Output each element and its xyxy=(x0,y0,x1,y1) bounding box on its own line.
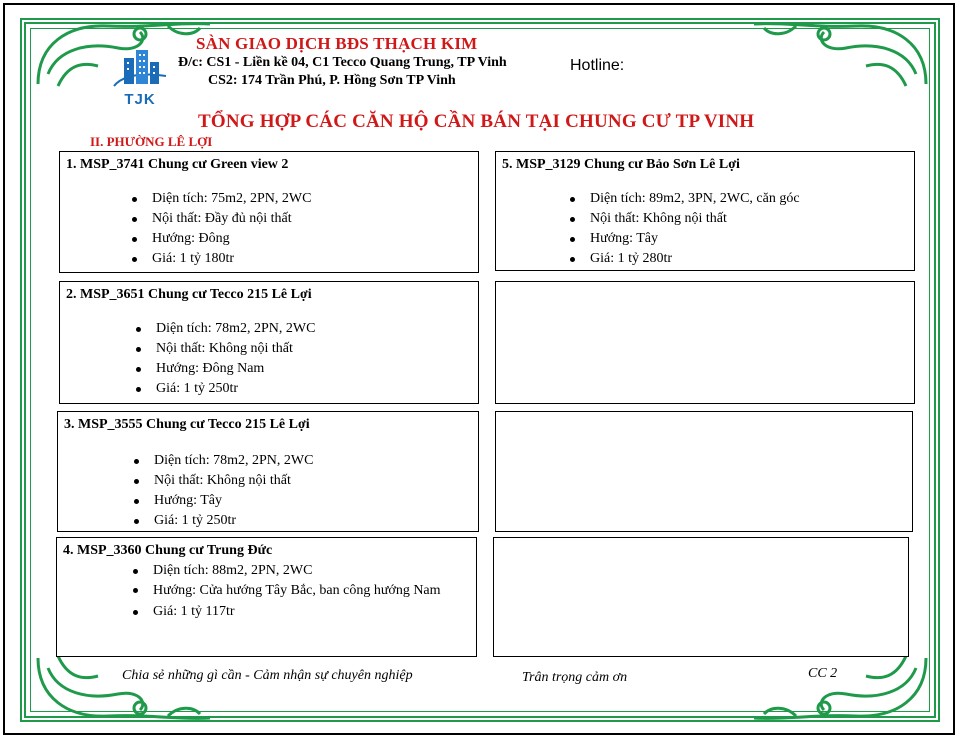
footer-slogan: Chia sẻ những gì cần - Cảm nhận sự chuyên nghiệp xyxy=(122,668,413,683)
listing-details xyxy=(130,189,470,269)
listing-card-3 xyxy=(57,411,479,532)
detail-item: Diện tích: 75m2, 2PN, 2WC xyxy=(130,189,470,209)
detail-item: Hướng: Cửa hướng Tây Bắc, ban công hướng Nam xyxy=(131,581,451,602)
listing-title: 5. MSP_3129 Chung cư Bảo Sơn Lê Lợi xyxy=(502,157,740,172)
page-code: CC 2 xyxy=(808,666,838,681)
detail-item: Giá: 1 tỷ 280tr xyxy=(568,249,908,269)
page-title: TỔNG HỢP CÁC CĂN HỘ CẦN BÁN TẠI CHUNG CƯ TP VINH xyxy=(198,111,755,132)
listing-details xyxy=(568,189,908,269)
section-title: II. PHƯỜNG LÊ LỢI xyxy=(90,134,213,149)
detail-item: Hướng: Tây xyxy=(568,229,908,249)
listing-card-1 xyxy=(59,151,479,273)
company-logo xyxy=(110,46,170,106)
detail-item: Hướng: Tây xyxy=(132,491,472,511)
listing-title: 4. MSP_3360 Chung cư Trung Đức xyxy=(63,543,273,558)
listing-card-4 xyxy=(56,537,477,657)
detail-item: Giá: 1 tỷ 250tr xyxy=(132,511,472,531)
listing-title: 1. MSP_3741 Chung cư Green view 2 xyxy=(66,157,289,172)
footer-thanks: Trân trọng cảm ơn xyxy=(522,670,628,685)
detail-item: Nội thất: Đầy đủ nội thất xyxy=(130,209,470,229)
corner-ornament xyxy=(746,648,936,728)
detail-item: Diện tích: 89m2, 3PN, 2WC, căn góc xyxy=(568,189,908,209)
detail-item: Giá: 1 tỷ 250tr xyxy=(134,379,474,399)
listing-details xyxy=(131,561,451,622)
listing-card-2 xyxy=(59,281,479,404)
company-name: SÀN GIAO DỊCH BĐS THẠCH KIM xyxy=(196,34,478,53)
listing-details xyxy=(134,319,474,399)
detail-item: Giá: 1 tỷ 180tr xyxy=(130,249,470,269)
listing-title: 2. MSP_3651 Chung cư Tecco 215 Lê Lợi xyxy=(66,287,312,302)
detail-item: Diện tích: 78m2, 2PN, 2WC xyxy=(132,451,472,471)
detail-item: Nội thất: Không nội thất xyxy=(134,339,474,359)
empty-card xyxy=(495,411,913,532)
corner-ornament xyxy=(28,648,218,728)
logo-text: TJK xyxy=(124,91,156,108)
address-line-2: CS2: 174 Trần Phú, P. Hồng Sơn TP Vinh xyxy=(208,73,456,88)
listing-card-5 xyxy=(495,151,915,271)
empty-card xyxy=(495,281,915,404)
detail-item: Nội thất: Không nội thất xyxy=(132,471,472,491)
detail-item: Diện tích: 78m2, 2PN, 2WC xyxy=(134,319,474,339)
detail-item: Hướng: Đông Nam xyxy=(134,359,474,379)
detail-item: Diện tích: 88m2, 2PN, 2WC xyxy=(131,561,451,581)
detail-item: Hướng: Đông xyxy=(130,229,470,249)
empty-card xyxy=(493,537,909,657)
detail-item: Nội thất: Không nội thất xyxy=(568,209,908,229)
hotline-label: Hotline: xyxy=(570,57,625,74)
address-line-1: Đ/c: CS1 - Liền kề 04, C1 Tecco Quang Trung, TP Vinh xyxy=(178,55,507,70)
listing-title: 3. MSP_3555 Chung cư Tecco 215 Lê Lợi xyxy=(64,417,310,432)
detail-item: Giá: 1 tỷ 117tr xyxy=(131,602,451,622)
corner-ornament xyxy=(746,14,936,94)
listing-details xyxy=(132,451,472,531)
